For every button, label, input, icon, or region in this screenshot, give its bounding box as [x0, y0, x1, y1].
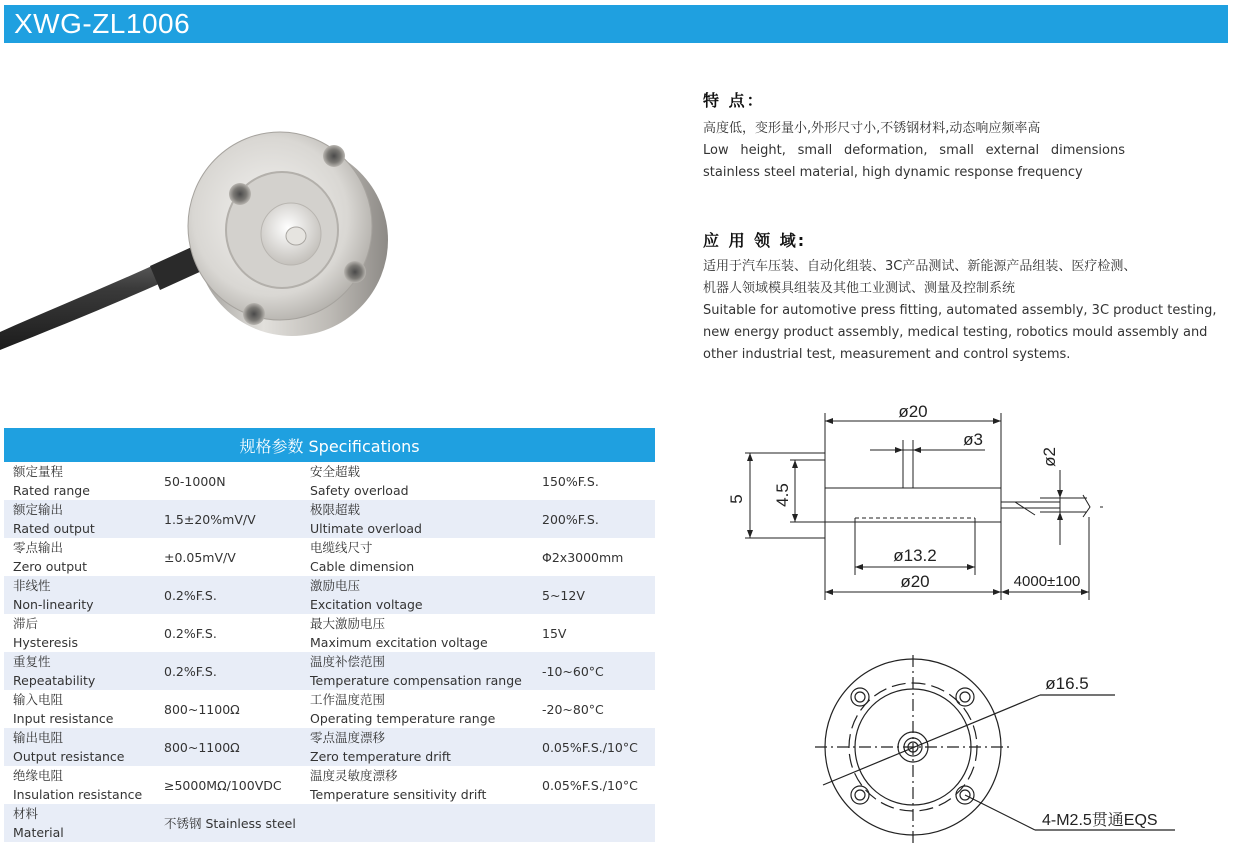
spec-label-cn: 输出电阻: [13, 730, 64, 745]
applications-line-en-2: new energy product assembly, medical testing, robotics mould assembly and: [703, 325, 1208, 340]
spec-label-cn: 额定量程: [13, 464, 64, 479]
spec-value-cell: [155, 614, 301, 652]
spec-label-cn: 材料: [13, 806, 39, 821]
spec-value: 0.2%F.S.: [164, 663, 217, 679]
dim-height-4-5: 4.5: [773, 483, 792, 507]
spec-label: [301, 576, 533, 614]
features-line-en-2: stainless steel material, high dynamic response frequency: [703, 165, 1083, 180]
dim-pitch-diameter: ø16.5: [1045, 674, 1089, 693]
spec-value: ±0.05mV/V: [164, 549, 236, 565]
spec-value: 50-1000N: [164, 473, 226, 489]
spec-value-cell: [533, 728, 655, 766]
applications-line-cn-1: 适用于汽车压装、自动化组装、3C产品测试、新能源产品组装、医疗检测、: [703, 259, 1137, 274]
dim-cable-length: 4000±100: [1013, 573, 1081, 590]
spec-value-cell: [155, 766, 301, 804]
spec-label-en: Temperature sensitivity drift: [310, 787, 487, 802]
spec-row: [4, 576, 655, 614]
spec-label-cn: 零点温度漂移: [310, 730, 386, 745]
spec-label: [4, 804, 155, 842]
spec-label-en: Input resistance: [13, 711, 114, 726]
header-bar: [4, 5, 1228, 43]
spec-label: [4, 462, 155, 500]
spec-label-en: Maximum excitation voltage: [310, 635, 488, 650]
spec-label-en: Repeatability: [13, 673, 96, 688]
spec-label-cn: 零点输出: [13, 540, 64, 555]
spec-value: 15V: [542, 625, 567, 641]
spec-label: [4, 538, 155, 576]
spec-row: [4, 462, 655, 500]
spec-label-en: Cable dimension: [310, 559, 415, 574]
spec-label: [301, 690, 533, 728]
spec-label-en: Operating temperature range: [310, 711, 496, 726]
spec-label-en: Zero output: [13, 559, 87, 574]
dim-top-diameter: ø20: [898, 402, 928, 421]
spec-value-cell: [533, 690, 655, 728]
spec-label-en: Non-linearity: [13, 597, 94, 612]
spec-row: [4, 538, 655, 576]
front-view-drawing: [795, 655, 1195, 850]
dim-center-diameter: ø3: [963, 430, 983, 449]
spec-label-en: Hysteresis: [13, 635, 78, 650]
spec-label: [301, 614, 533, 652]
spec-label-cn: 额定输出: [13, 502, 64, 517]
spec-label: [301, 462, 533, 500]
spec-value-cell: [155, 538, 301, 576]
spec-value: -20~80°C: [542, 701, 604, 717]
spec-table-title: 规格参数 Specifications: [4, 428, 655, 462]
applications-line-cn-2: 机器人领域模具组装及其他工业测试、测量及控制系统: [703, 281, 1016, 296]
applications-line-en-1: Suitable for automotive press fitting, automated assembly, 3C product testing,: [703, 303, 1217, 318]
spec-value-cell: [533, 652, 655, 690]
spec-label: [301, 728, 533, 766]
spec-row: [4, 728, 655, 766]
spec-value-cell: [155, 576, 301, 614]
spec-label-cn: 电缆线尺寸: [310, 540, 373, 555]
spec-label-en: Excitation voltage: [310, 597, 423, 612]
spec-value: 不锈钢 Stainless steel: [164, 815, 296, 831]
dim-cable-diameter: ø2: [1040, 447, 1059, 467]
spec-value: 800~1100Ω: [164, 739, 240, 755]
spec-label: [4, 728, 155, 766]
spec-row: [4, 690, 655, 728]
spec-value: 150%F.S.: [542, 473, 599, 489]
features-line-cn: 高度低，变形量小,外形尺寸小,不锈钢材料,动态响应频率高: [703, 121, 1041, 136]
spec-row: [4, 652, 655, 690]
spec-label-cn: 工作温度范围: [310, 692, 386, 707]
dim-thread-spec: 4-M2.5贯通EQS: [1042, 812, 1158, 829]
spec-label-cn: 温度灵敏度漂移: [310, 768, 398, 783]
spec-value-cell: [155, 804, 655, 842]
spec-value: 5~12V: [542, 587, 585, 603]
spec-label: [301, 766, 533, 804]
spec-label-en: Ultimate overload: [310, 521, 422, 536]
spec-row-material: [4, 804, 655, 842]
spec-value: ≥5000MΩ/100VDC: [164, 777, 282, 793]
applications-heading: 应 用 领 域:: [703, 231, 807, 250]
spec-label-cn: 输入电阻: [13, 692, 64, 707]
spec-label-cn: 非线性: [13, 578, 51, 593]
spec-label-cn: 温度补偿范围: [310, 654, 386, 669]
features-heading: 特 点：: [703, 91, 765, 110]
spec-value: 1.5±20%mV/V: [164, 511, 256, 527]
spec-label-cn: 绝缘电阻: [13, 768, 64, 783]
spec-value-cell: [533, 576, 655, 614]
product-photo: [0, 100, 400, 370]
applications-line-en-3: other industrial test, measurement and control systems.: [703, 347, 1071, 362]
spec-label-en: Zero temperature drift: [310, 749, 451, 764]
spec-label-en: Material: [13, 825, 64, 840]
product-title: XWG-ZL1006: [14, 8, 191, 39]
spec-label-en: Rated output: [13, 521, 95, 536]
dim-height-5: 5: [727, 494, 746, 504]
spec-label: [301, 500, 533, 538]
spec-label: [4, 652, 155, 690]
spec-value-cell: [533, 500, 655, 538]
spec-label-en: Rated range: [13, 483, 90, 498]
spec-value-cell: [155, 728, 301, 766]
spec-label-cn: 极限超载: [310, 502, 361, 517]
features-text: [703, 118, 1125, 184]
dim-bottom-diameter: ø20: [900, 572, 930, 591]
spec-table: [4, 428, 655, 842]
spec-value: -10~60°C: [542, 663, 604, 679]
spec-row: [4, 500, 655, 538]
spec-label: [4, 576, 155, 614]
spec-value: 0.05%F.S./10°C: [542, 739, 638, 755]
spec-label-cn: 安全超载: [310, 464, 361, 479]
spec-label-cn: 滞后: [13, 616, 39, 631]
features-line-en-1: Low height, small deformation, small external dimensions: [703, 143, 1125, 158]
spec-label: [4, 614, 155, 652]
spec-value-cell: [155, 500, 301, 538]
spec-value: 800~1100Ω: [164, 701, 240, 717]
spec-value: Φ2x3000mm: [542, 549, 624, 565]
dim-inner-diameter: ø13.2: [893, 546, 937, 565]
spec-label-en: Safety overload: [310, 483, 409, 498]
spec-value-cell: [533, 766, 655, 804]
spec-value-cell: [155, 690, 301, 728]
spec-label: [4, 690, 155, 728]
spec-row: [4, 766, 655, 804]
spec-label: [301, 652, 533, 690]
spec-value-cell: [155, 462, 301, 500]
spec-label: [4, 500, 155, 538]
spec-table-body: [4, 462, 655, 842]
spec-value: 0.2%F.S.: [164, 587, 217, 603]
spec-value: 0.2%F.S.: [164, 625, 217, 641]
spec-label: [4, 766, 155, 804]
spec-value-cell: [533, 462, 655, 500]
spec-value: 200%F.S.: [542, 511, 599, 527]
spec-value: 0.05%F.S./10°C: [542, 777, 638, 793]
spec-label: [301, 538, 533, 576]
spec-label-cn: 重复性: [13, 654, 51, 669]
spec-value-cell: [155, 652, 301, 690]
spec-label-cn: 激励电压: [310, 578, 361, 593]
side-view-drawing: [715, 395, 1115, 610]
applications-text: [703, 256, 1217, 366]
spec-row: [4, 614, 655, 652]
spec-label-en: Insulation resistance: [13, 787, 143, 802]
spec-label-en: Temperature compensation range: [310, 673, 522, 688]
spec-label-en: Output resistance: [13, 749, 125, 764]
spec-label-cn: 最大激励电压: [310, 616, 386, 631]
spec-value-cell: [533, 538, 655, 576]
spec-value-cell: [533, 614, 655, 652]
